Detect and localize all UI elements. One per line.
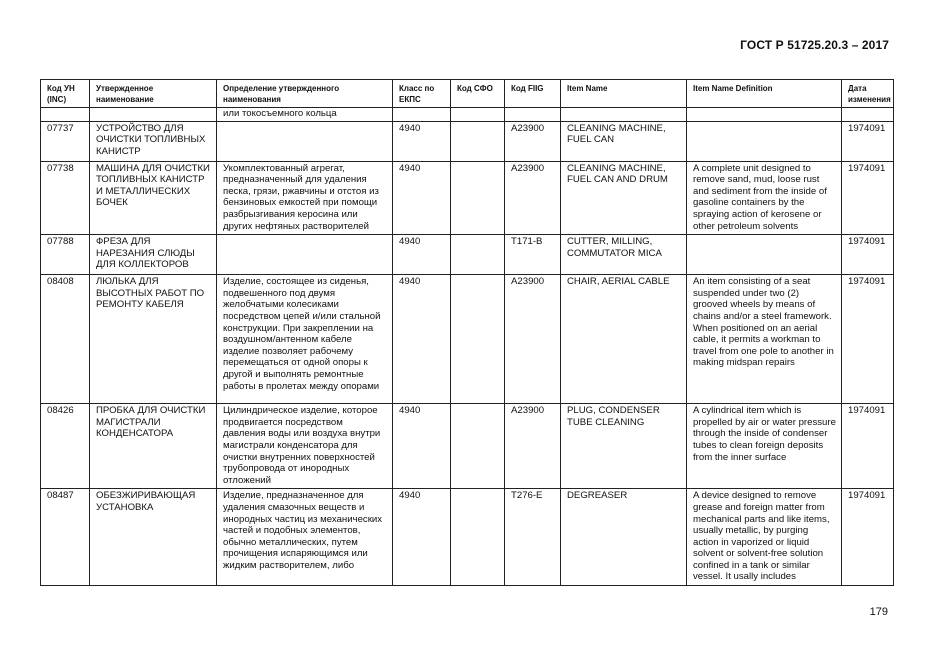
col-header-item-definition: Item Name Definition xyxy=(687,80,842,108)
cell-date: 1974091 xyxy=(842,161,894,235)
cell-definition xyxy=(217,121,393,161)
cell-fiig: A23900 xyxy=(505,275,561,404)
cell-class: 4940 xyxy=(393,235,451,275)
col-header-inc: Код УН (INC) xyxy=(41,80,90,108)
continuation-row xyxy=(41,108,894,122)
cell-fiig: T276-E xyxy=(505,489,561,586)
cell-approved-name: ПРОБКА ДЛЯ ОЧИСТКИ МАГИСТРАЛИ КОНДЕНСАТОРА xyxy=(90,404,217,489)
cell-inc: 08487 xyxy=(41,489,90,586)
cell-empty xyxy=(842,108,894,122)
cell-sfo xyxy=(451,161,505,235)
cell-inc: 07788 xyxy=(41,235,90,275)
cell-definition: Укомплектованный агрегат, предназначенный для удаления песка, грязи, ржавчины и отстоя из бензиновых емкостей при помощи разбрызгивания керосина или других нефтяных растворителей xyxy=(217,161,393,235)
cell-empty xyxy=(451,108,505,122)
header-row xyxy=(41,80,894,108)
cell-item-definition xyxy=(687,235,842,275)
cell-approved-name: ЛЮЛЬКА ДЛЯ ВЫСОТНЫХ РАБОТ ПО РЕМОНТУ КАБЕЛЯ xyxy=(90,275,217,404)
table-row xyxy=(41,121,894,161)
cell-approved-name: ОБЕЗЖИРИВАЮЩАЯ УСТАНОВКА xyxy=(90,489,217,586)
cell-item-name: CLEANING MACHINE, FUEL CAN xyxy=(561,121,687,161)
cell-item-definition: An item consisting of a seat suspended under two (2) grooved wheels by means of chains and/or a steel framework. When positioned on an aerial cable, it permits a workman to travel from one pole to another in making midspan repairs xyxy=(687,275,842,404)
cell-empty xyxy=(561,108,687,122)
col-header-fiig: Код FIIG xyxy=(505,80,561,108)
cell-empty xyxy=(41,108,90,122)
cell-class: 4940 xyxy=(393,489,451,586)
cell-approved-name: ФРЕЗА ДЛЯ НАРЕЗАНИЯ СЛЮДЫ ДЛЯ КОЛЛЕКТОРОВ xyxy=(90,235,217,275)
cell-fiig: A23900 xyxy=(505,121,561,161)
cell-sfo xyxy=(451,275,505,404)
cell-sfo xyxy=(451,235,505,275)
col-header-date: Дата изменения xyxy=(842,80,894,108)
cell-empty xyxy=(505,108,561,122)
cell-date: 1974091 xyxy=(842,121,894,161)
cell-inc: 08426 xyxy=(41,404,90,489)
cell-item-name: CUTTER, MILLING, COMMUTATOR MICA xyxy=(561,235,687,275)
cell-date: 1974091 xyxy=(842,404,894,489)
cell-approved-name: МАШИНА ДЛЯ ОЧИСТКИ ТОПЛИВНЫХ КАНИСТР И МЕТАЛЛИЧЕСКИХ БОЧЕК xyxy=(90,161,217,235)
cell-fiig: A23900 xyxy=(505,161,561,235)
catalog-table xyxy=(40,79,894,586)
table-row xyxy=(41,161,894,235)
cell-sfo xyxy=(451,489,505,586)
cell-empty xyxy=(393,108,451,122)
cell-definition: Изделие, состоящее из сиденья, подвешенного под двумя желобчатыми колесиками посредством цепей и/или стальной конструкции. При закреплении на воздушном/антенном кабеле изделие позволяет рабочему перемещаться от одной опоры к другой и выполнять ремонтные работы в пролетах между опорами xyxy=(217,275,393,404)
cell-item-definition: A device designed to remove grease and foreign matter from mechanical parts and like items, usually metallic, by purging action in vaporized or liquid solvent or solvent-free solution confined in a tank or similar vessel. It usally includes xyxy=(687,489,842,586)
cell-item-definition: A cylindrical item which is propelled by air or water pressure through the inside of condenser tubes to clean foreign deposits from the inner surface xyxy=(687,404,842,489)
cell-class: 4940 xyxy=(393,121,451,161)
table-row xyxy=(41,489,894,586)
table-row xyxy=(41,235,894,275)
cell-item-name: CLEANING MACHINE, FUEL CAN AND DRUM xyxy=(561,161,687,235)
document-code: ГОСТ Р 51725.20.3 – 2017 xyxy=(740,38,889,52)
cell-date: 1974091 xyxy=(842,235,894,275)
table-row xyxy=(41,404,894,489)
col-header-approved-name: Утвержденное наименование xyxy=(90,80,217,108)
cell-date: 1974091 xyxy=(842,275,894,404)
cell-definition: или токосъемного кольца xyxy=(217,108,393,122)
cell-fiig: A23900 xyxy=(505,404,561,489)
cell-empty xyxy=(687,108,842,122)
col-header-class: Класс по ЕКПС xyxy=(393,80,451,108)
cell-item-name: DEGREASER xyxy=(561,489,687,586)
col-header-sfo: Код СФО xyxy=(451,80,505,108)
cell-fiig: T171-B xyxy=(505,235,561,275)
cell-class: 4940 xyxy=(393,161,451,235)
cell-inc: 07737 xyxy=(41,121,90,161)
cell-item-name: PLUG, CONDENSER TUBE CLEANING xyxy=(561,404,687,489)
cell-item-name: CHAIR, AERIAL CABLE xyxy=(561,275,687,404)
cell-item-definition: A complete unit designed to remove sand, mud, loose rust and sediment from the inside of gasoline containers by the spraying action of kerosene or other petroleum solvents xyxy=(687,161,842,235)
cell-class: 4940 xyxy=(393,275,451,404)
cell-empty xyxy=(90,108,217,122)
cell-sfo xyxy=(451,121,505,161)
cell-definition xyxy=(217,235,393,275)
cell-date: 1974091 xyxy=(842,489,894,586)
cell-inc: 08408 xyxy=(41,275,90,404)
cell-approved-name: УСТРОЙСТВО ДЛЯ ОЧИСТКИ ТОПЛИВНЫХ КАНИСТР xyxy=(90,121,217,161)
cell-definition: Изделие, предназначенное для удаления смазочных веществ и инородных частиц из механических частей и подобных элементов, обычно металлических, путем прочищения испаряющимся или жидким растворителем, либо xyxy=(217,489,393,586)
cell-item-definition xyxy=(687,121,842,161)
cell-sfo xyxy=(451,404,505,489)
cell-inc: 07738 xyxy=(41,161,90,235)
table-row xyxy=(41,275,894,404)
col-header-item-name: Item Name xyxy=(561,80,687,108)
cell-class: 4940 xyxy=(393,404,451,489)
page-number: 179 xyxy=(869,606,888,618)
cell-definition: Цилиндрическое изделие, которое продвигается посредством давления воды или воздуха внутри магистрали конденсатора для очистки внутренних поверхностей трубопровода от инородных отложений xyxy=(217,404,393,489)
col-header-definition: Определение утвержденного наименования xyxy=(217,80,393,108)
